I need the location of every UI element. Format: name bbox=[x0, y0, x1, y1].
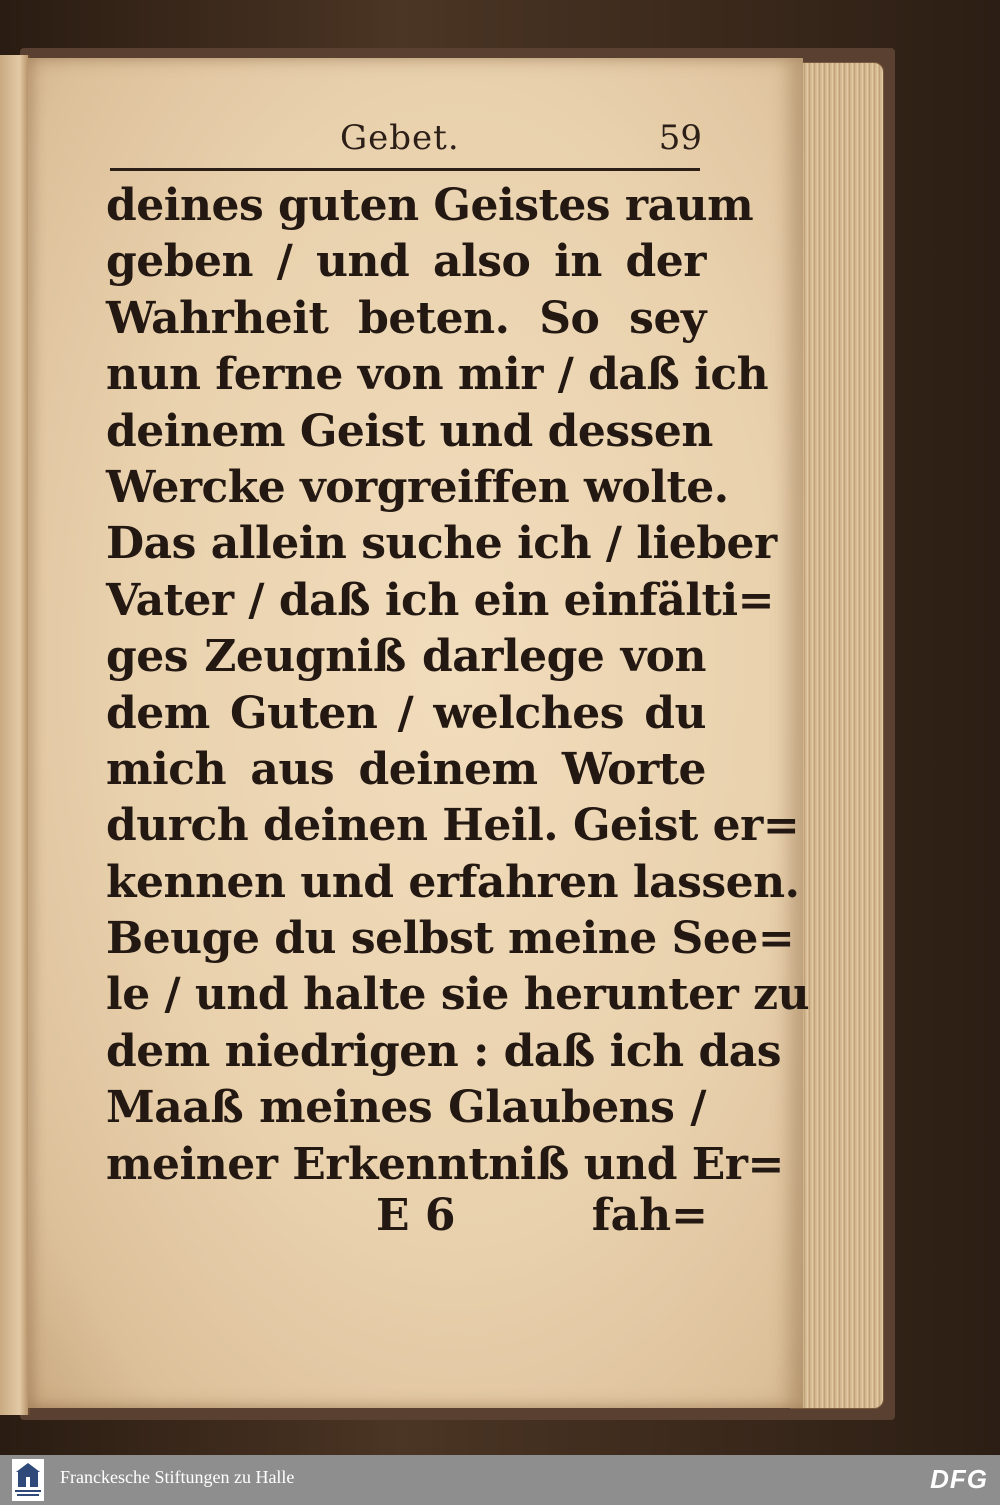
text-line: nun ferne von mir / daß ich bbox=[106, 349, 769, 401]
text-line: dem Guten / welches du bbox=[106, 687, 706, 739]
institution-name: Franckesche Stiftungen zu Halle bbox=[60, 1467, 295, 1487]
text-line: kennen und erfahren lassen. bbox=[106, 856, 800, 908]
text-line: geben / und also in der bbox=[106, 236, 706, 288]
page-number: 59 bbox=[658, 118, 702, 158]
text-line: le / und halte sie herunter zu bbox=[106, 969, 810, 1021]
franckesche-stiftungen-logo-icon bbox=[12, 1459, 44, 1501]
text-line: ges Zeugniß darlege von bbox=[106, 631, 706, 683]
text-line: durch deinen Heil. Geist er= bbox=[106, 800, 800, 852]
text-line: Vater / daß ich ein einfälti= bbox=[106, 574, 774, 626]
text-line: deinem Geist und dessen bbox=[106, 405, 713, 457]
running-head bbox=[108, 110, 708, 166]
text-line: dem niedrigen : daß ich das bbox=[106, 1025, 782, 1077]
catchword: fah= bbox=[591, 1190, 708, 1241]
book-page bbox=[28, 58, 810, 1408]
text-line: deines guten Geistes raum bbox=[106, 180, 754, 231]
text-line: Wahrheit beten. So sey bbox=[106, 292, 706, 344]
body-text bbox=[106, 178, 810, 1193]
text-line: mich aus deinem Worte bbox=[106, 743, 706, 795]
text-line: Wercke vorgreiffen wolte. bbox=[106, 461, 729, 513]
text-line: Beuge du selbst meine See= bbox=[106, 913, 795, 965]
running-title: Gebet. bbox=[340, 118, 460, 158]
dfg-logo: DFG bbox=[930, 1464, 988, 1494]
footer-bar bbox=[0, 1455, 1000, 1505]
page-foot bbox=[108, 1190, 708, 1250]
text-line: Maaß meines Glaubens / bbox=[106, 1082, 706, 1134]
text-line: meiner Erkenntniß und Er= bbox=[106, 1138, 784, 1190]
page-fore-edge bbox=[790, 62, 884, 1409]
facing-page-edge bbox=[0, 55, 30, 1415]
header-rule bbox=[110, 168, 700, 171]
text-line: Das allein suche ich / lieber bbox=[106, 518, 777, 570]
signature-mark: E 6 bbox=[376, 1190, 456, 1241]
